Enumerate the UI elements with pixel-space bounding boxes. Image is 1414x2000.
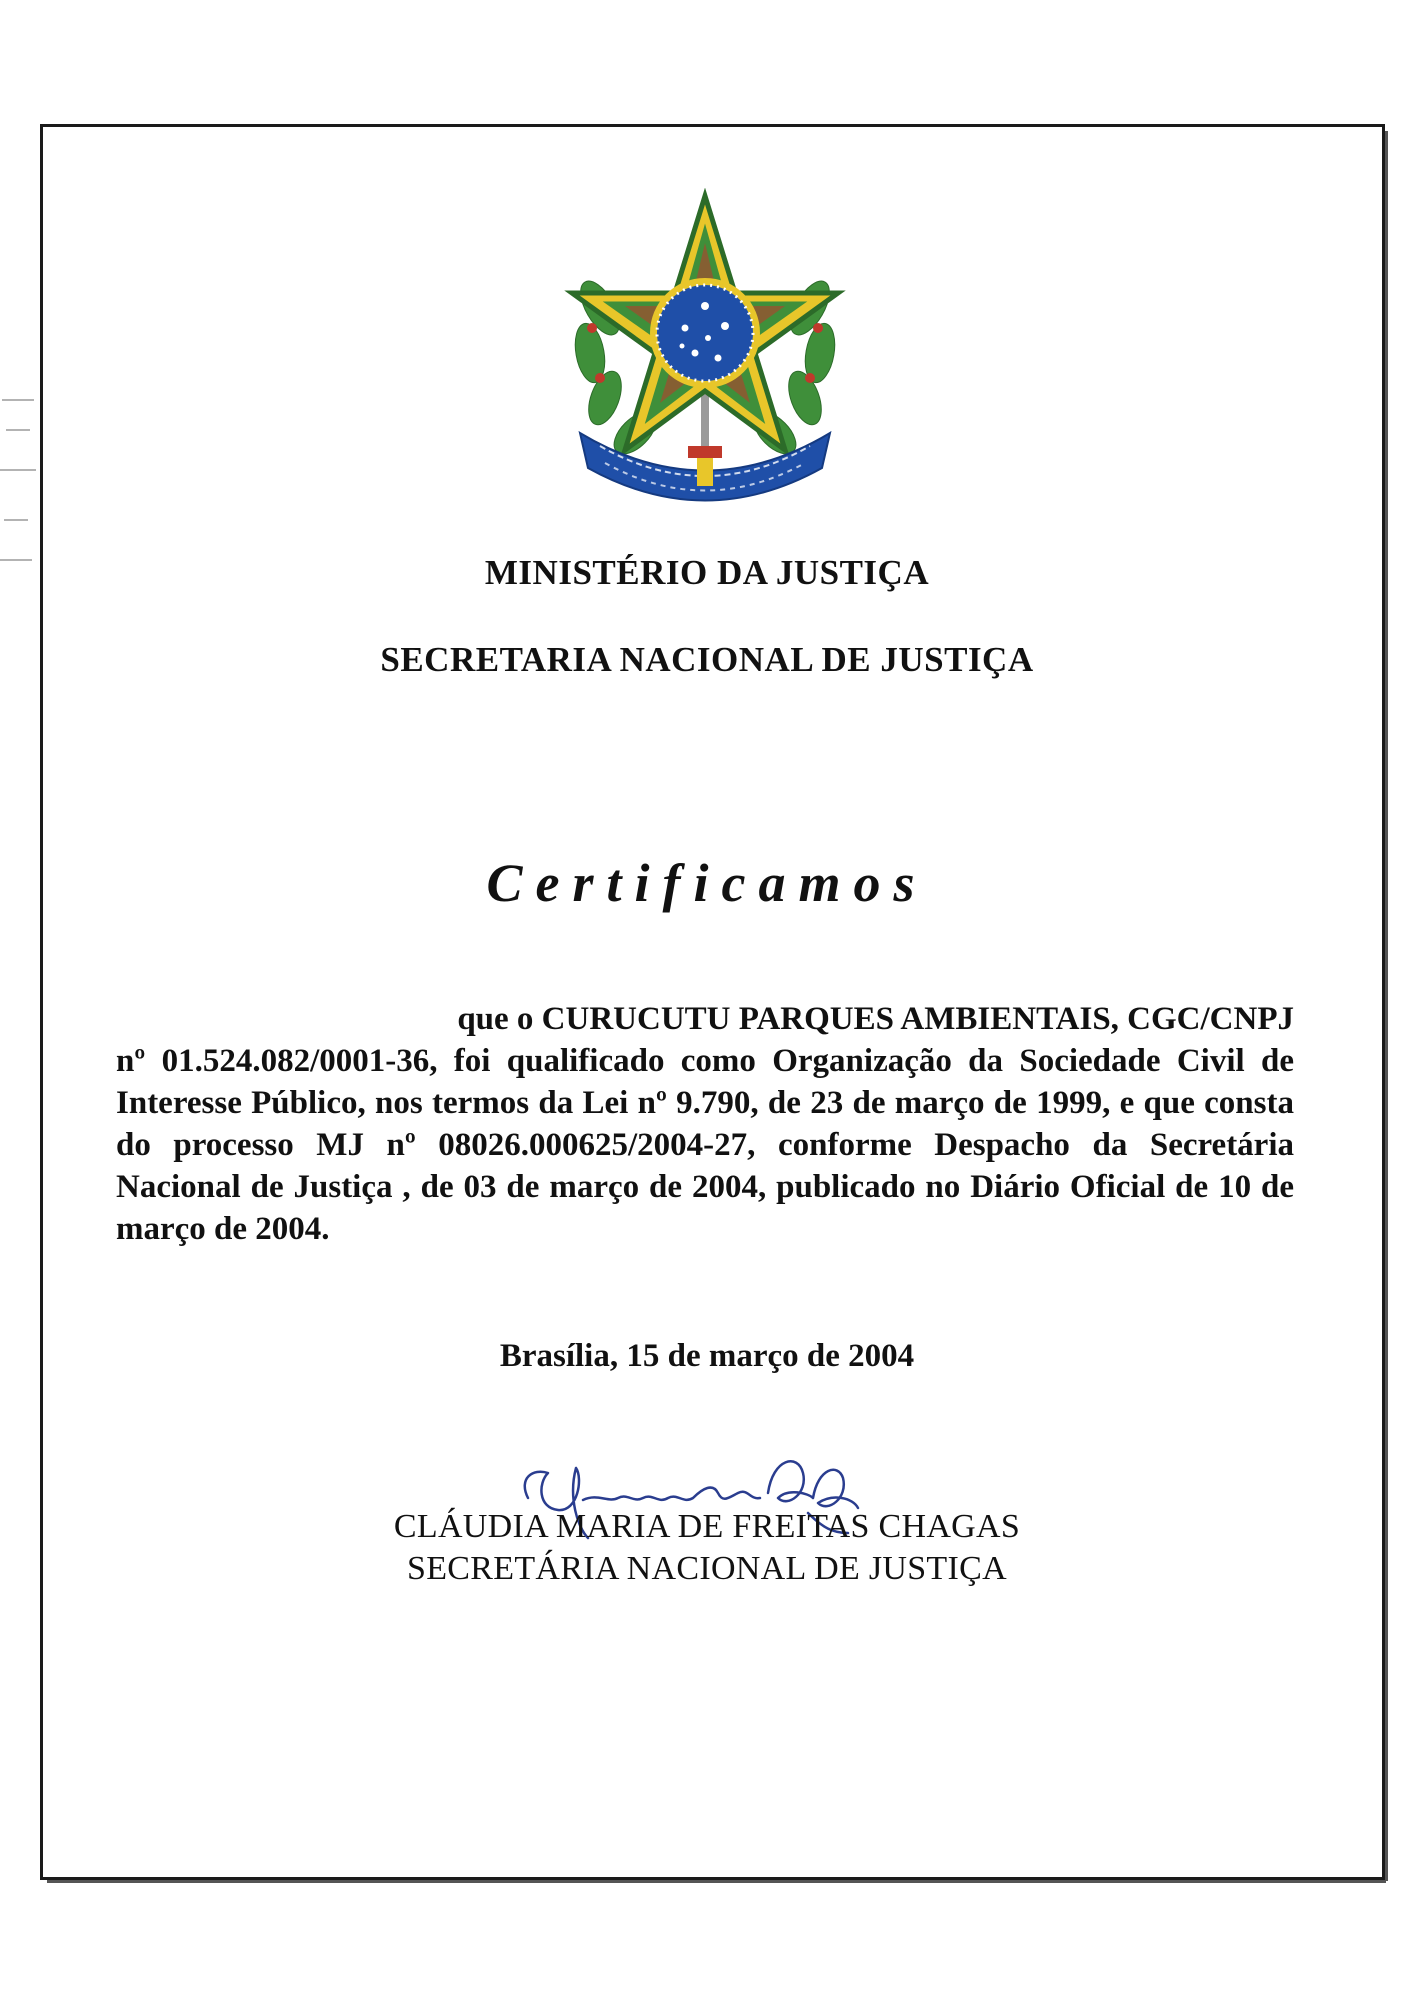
certificate-opening-line: que o CURUCUTU PARQUES AMBIENTAIS, CGC/CNPJ: [457, 1001, 1294, 1037]
certificate-body: [116, 998, 1294, 1250]
date-line: Brasília, 15 de março de 2004: [499, 1338, 915, 1374]
certificate-body-text: nº 01.524.082/0001-36, foi qualificado como Organização da Sociedade Civil de Interesse Público, nos termos da Lei nº 9.790, de 23 de março de 1999, e que consta do processo MJ nº 08026.000625/2004-27, conforme Despacho da Secretária Nacional de Justiça , de 03 de março de 2004, publicado no Diário Oficial de 10 de março de 2004.: [116, 1043, 1294, 1247]
brazil-coat-of-arms-icon: [560, 188, 850, 508]
signatory-title: SECRETÁRIA NACIONAL DE JUSTIÇA: [407, 1550, 1007, 1587]
secretariat-heading: SECRETARIA NACIONAL DE JUSTIÇA: [380, 640, 1034, 679]
certificate-title: Certificamos: [486, 853, 928, 913]
ministry-heading: MINISTÉRIO DA JUSTIÇA: [484, 553, 930, 592]
signatory-name: CLÁUDIA MARIA DE FREITAS CHAGAS: [393, 1508, 1021, 1545]
